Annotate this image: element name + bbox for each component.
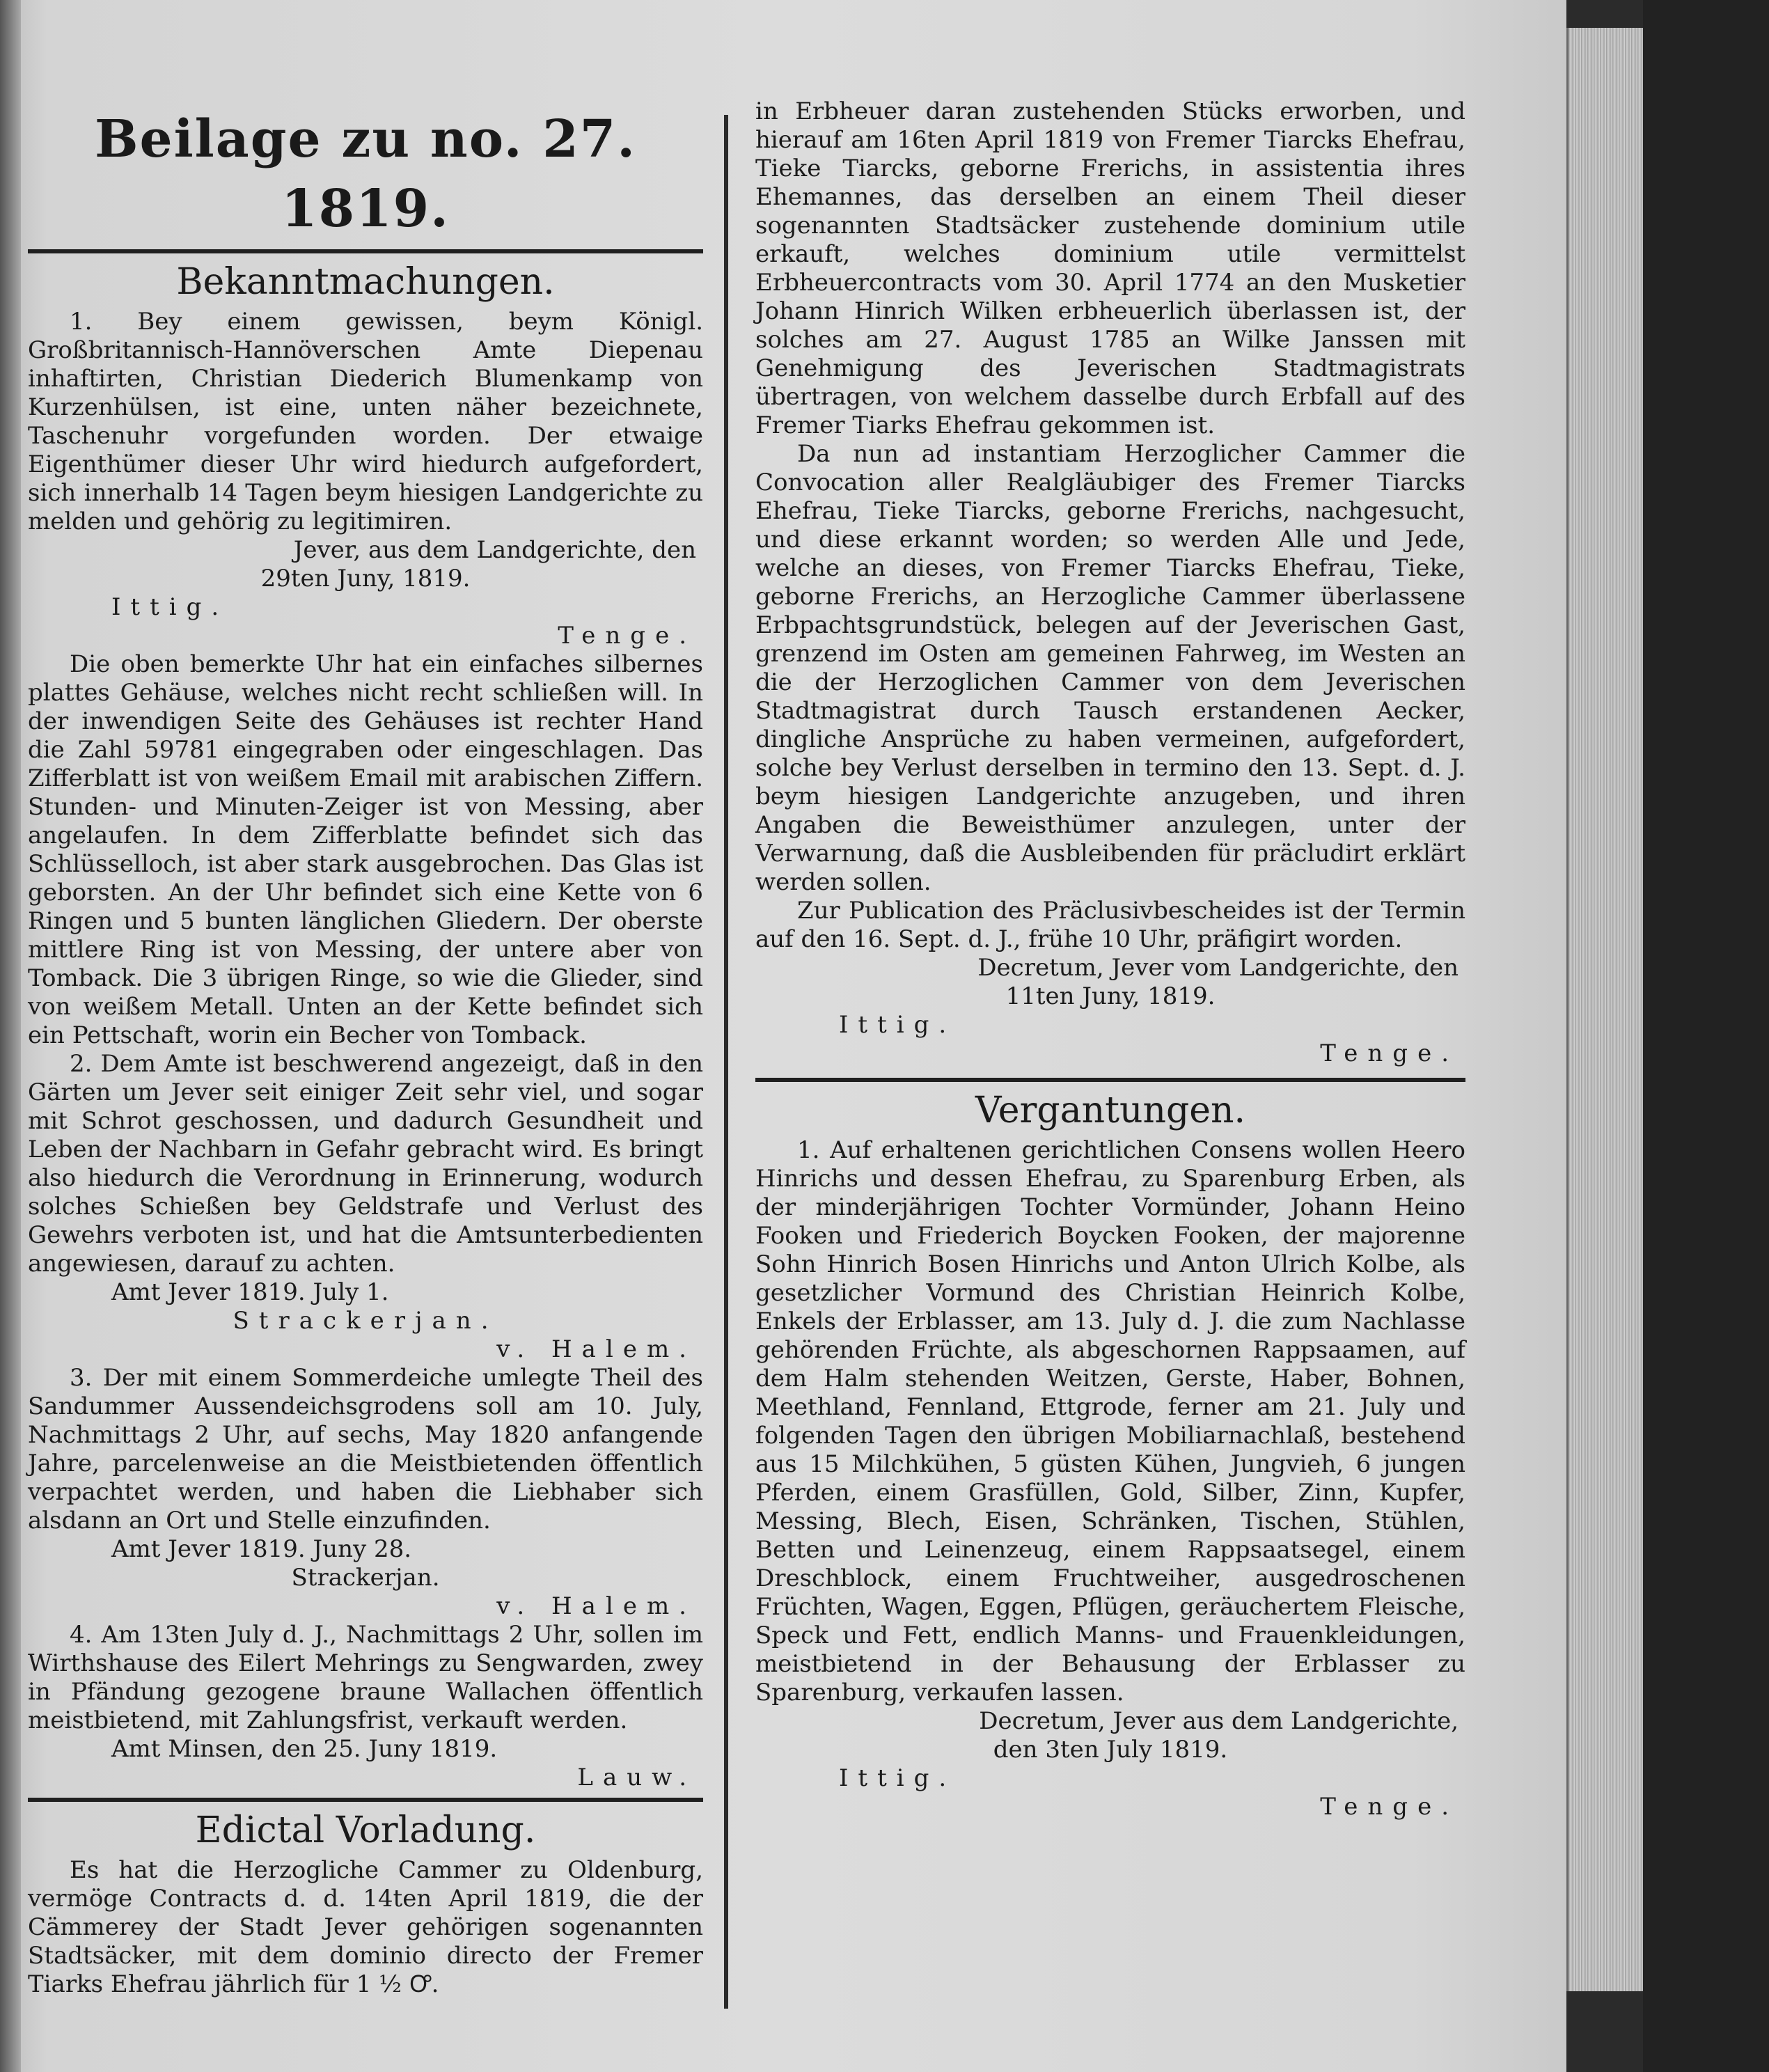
edict-place: Decretum, Jever vom Landgerichte, den — [977, 954, 1459, 982]
heading-bekanntmachungen: Bekanntmachungen. — [176, 261, 555, 303]
notice-1-signatures — [28, 593, 703, 622]
vergantung-1-text: 1. Auf erhaltenen gerichtlichen Consens wollen Heero Hinrichs und dessen Ehefrau, zu Sparenburg Erben, als der minderjährigen Tochter Vormünder, Johann Heino Fooken und Friederich Boycken Fooken, der majorenne Sohn Hinrich Bosen Hinrichs und Anton Ulrich Kolbe, als gesetzlicher Vormund des Christian Heinrich Kolbe, Enkels der Erblasser, am 13. July d. J. die zum Nachlasse gehörenden Früchte, als abgeschornen Rappsaamen, auf dem Halm stehenden Weitzen, Gerste, Haber, Bohnen, Meethland, Fennland, Ettgrode, ferner am 21. July und folgenden Tagen den übrigen Mobiliarnachlaß, bestehend aus 15 Milchkühen, 5 güsten Kühen, Jungvieh, 6 jungen Pferden, einem Grasfüllen, Gold, Silber, Zinn, Kupfer, Messing, Blech, Eisen, Schränken, Tischen, Stühlen, Betten und Leinenzeug, einem Rappsaatsegel, einem Dreschblock, einem Fruchtweiher, ausgedroschenen Früchten, Wagen, Eggen, Pflügen, geräuchertem Fleische, Speck und Fett, endlich Manns- und Frauenkleidungen, meistbietend in der Behausung der Erblasser zu Sparenburg, verkaufen lassen. — [755, 1136, 1465, 1706]
section-rule-edict — [28, 1798, 703, 1802]
page-title: Beilage zu no. 27. 1819. — [94, 109, 637, 239]
signature-strackerjan: Strackerjan. — [233, 1307, 498, 1335]
signature-ittig: Ittig. — [111, 593, 229, 621]
vergantung-signature-ittig: Ittig. — [839, 1764, 957, 1792]
binding-shadow — [0, 0, 21, 2072]
edict-continued: in Erbheuer daran zustehenden Stücks erworben, und hierauf am 16ten April 1819 von Fremer Tiarcks Ehefrau, Tieke Tiarcks, geborne Frerichs, in assistentia ihres Ehemannes, das derselben an einem Theil dieser sogenannten Stadtsäcker zustehende dominium utile erkauft, welches dominium utile vermittelst Erbheuercontracts vom 30. April 1774 an den Musketier Johann Hinrich Wilken erbheuerlich überlassen ist, der solches am 27. August 1785 an Wilke Janssen mit Genehmigung des Jeverischen Stadtmagistrats übertragen, von welchem dasselbe durch Erbfall auf des Fremer Tiarks Ehefrau gekommen ist. — [755, 97, 1465, 439]
heading-vergantungen: Vergantungen. — [975, 1090, 1246, 1131]
edict-signature-tenge: Tenge. — [1320, 1039, 1459, 1067]
signature-lauw: Lauw. — [577, 1764, 696, 1791]
left-column — [28, 104, 703, 1999]
edict-text: Es hat die Herzogliche Cammer zu Oldenburg, vermöge Contracts d. d. 14ten April 1819, die der Cämmerey der Stadt Jever gehörigen sogenannten Stadtsäcker, mit dem dominio directo der Fremer Tiarks Ehefrau jährlich für 1 ½ Ꝍ. — [28, 1856, 703, 1998]
notice-4-place: Amt Minsen, den 25. Juny 1819. — [111, 1735, 498, 1763]
right-column — [755, 97, 1465, 1821]
edict-paragraph-2: Da nun ad instantiam Herzoglicher Cammer die Convocation aller Realgläubiger des Fremer Tiarcks Ehefrau, Tieke Tiarcks, geborne Frerichs, nachgesucht, und diese erkannt worden; so werden Alle und Jede, welche an dieses, von Fremer Tiarcks Ehefrau, Tieke, geborne Frerichs, an Herzogliche Cammer überlassene Erbpachtsgrundstück, belegen auf der Jeverischen Gast, grenzend im Osten am gemeinen Fahrweg, im Westen an die der Herzoglichen Cammer von dem Jeverischen Stadtmagistrat durch Tausch erstandenen Aecker, dingliche Ansprüche zu haben vermeinen, aufgefordert, solche bey Verlust derselben in termino den 13. Sept. d. J. beym hiesigen Landgerichte anzugeben, und ihren Angaben die Beweisthümer anzulegen, unter der Verwarnung, daß die Ausbleibenden für präcludirt erklärt werden sollen. — [755, 440, 1465, 896]
column-divider — [724, 115, 728, 2009]
signature-strackerjan-2: Strackerjan. — [291, 1564, 440, 1592]
vergantung-signature-tenge: Tenge. — [1320, 1793, 1459, 1821]
section-rule-vergantungen — [755, 1078, 1465, 1082]
signature-halem-2: v. Halem. — [496, 1592, 696, 1620]
vergantung-place: Decretum, Jever aus dem Landgerichte, — [979, 1707, 1459, 1735]
book-page-edges — [1566, 28, 1645, 1991]
notice-3-place: Amt Jever 1819. Juny 28. — [111, 1535, 412, 1563]
watch-description: Die oben bemerkte Uhr hat ein einfaches silbernes plattes Gehäuse, welches nicht recht schließen will. In der inwendigen Seite des Gehäuses ist rechter Hand die Zahl 59781 eingegraben oder eingeschlagen. Das Zifferblatt ist von weißem Email mit arabischen Ziffern. Stunden- und Minuten-Zeiger ist von Messing, aber angelaufen. In dem Zifferblatte befindet sich das Schlüsselloch, ist aber stark ausgebrochen. Das Glas ist geborsten. An der Uhr befindet sich eine Kette von 6 Ringen und 5 bunten länglichen Gliedern. Der oberste mittlere Ring ist von Messing, der untere aber von Tomback. Die 3 übrigen Ringe, so wie die Glieder, sind von weißem Metall. Unten an der Kette befindet sich ein Pettschaft, worin ein Becher von Tomback. — [28, 650, 703, 1049]
edict-signature-ittig: Ittig. — [839, 1011, 957, 1039]
edict-date: 11ten Juny, 1819. — [1005, 982, 1216, 1010]
notice-1-text: 1. Bey einem gewissen, beym Königl. Großbritannisch-Hannöverschen Amte Diepenau inhaftirten, Christian Diederich Blumenkamp von Kurzenhülsen, ist eine, unten näher bezeichnete, Taschenuhr vorgefunden worden. Der etwaige Eigenthümer dieser Uhr wird hiedurch aufgefordert, sich innerhalb 14 Tagen beym hiesigen Landgerichte zu melden und gehörig zu legitimiren. — [28, 308, 703, 535]
notice-1-date: 29ten Juny, 1819. — [260, 565, 471, 592]
heading-edictal-vorladung: Edictal Vorladung. — [195, 1810, 536, 1851]
notice-4-text: 4. Am 13ten July d. J., Nachmittags 2 Uhr, sollen im Wirthshause des Eilert Mehrings zu Sengwarden, zwey in Pfändung gezogene braune Wallachen öffentlich meistbietend, mit Zahlungsfrist, verkauft werden. — [28, 1621, 703, 1734]
notice-2-place: Amt Jever 1819. July 1. — [111, 1278, 389, 1306]
notice-3-text: 3. Der mit einem Sommerdeiche umlegte Theil des Sandummer Aussendeichsgrodens soll am 10. July, Nachmittags 2 Uhr, auf sechs, May 1820 anfangende Jahre, parcelenweise an die Meistbietenden öffentlich verpachtet werden, und haben die Liebhaber sich alsdann an Ort und Stelle einzufinden. — [28, 1364, 703, 1535]
edict-paragraph-3: Zur Publication des Präclusivbescheides ist der Termin auf den 16. Sept. d. J., frühe 10 Uhr, präfigirt worden. — [755, 897, 1465, 953]
notice-1-place: Jever, aus dem Landgerichte, den — [293, 536, 696, 564]
notice-2-text: 2. Dem Amte ist beschwerend angezeigt, daß in den Gärten um Jever seit einiger Zeit sehr viel, und sogar mit Schrot geschossen, und dadurch Gesundheit und Leben der Nachbarn in Gefahr gebracht wird. Es bringt also hiedurch die Verordnung in Erinnerung, wodurch solches Schießen bey Geldstrafe und Verlust des Gewehrs verboten ist, und hat die Amtsunterbedienten angewiesen, darauf zu achten. — [28, 1050, 703, 1278]
vergantung-date: den 3ten July 1819. — [993, 1736, 1228, 1764]
signature-tenge: Tenge. — [558, 622, 696, 650]
title-rule — [28, 249, 703, 253]
scan-right-margin — [1643, 0, 1769, 2072]
signature-halem: v. Halem. — [496, 1335, 696, 1363]
